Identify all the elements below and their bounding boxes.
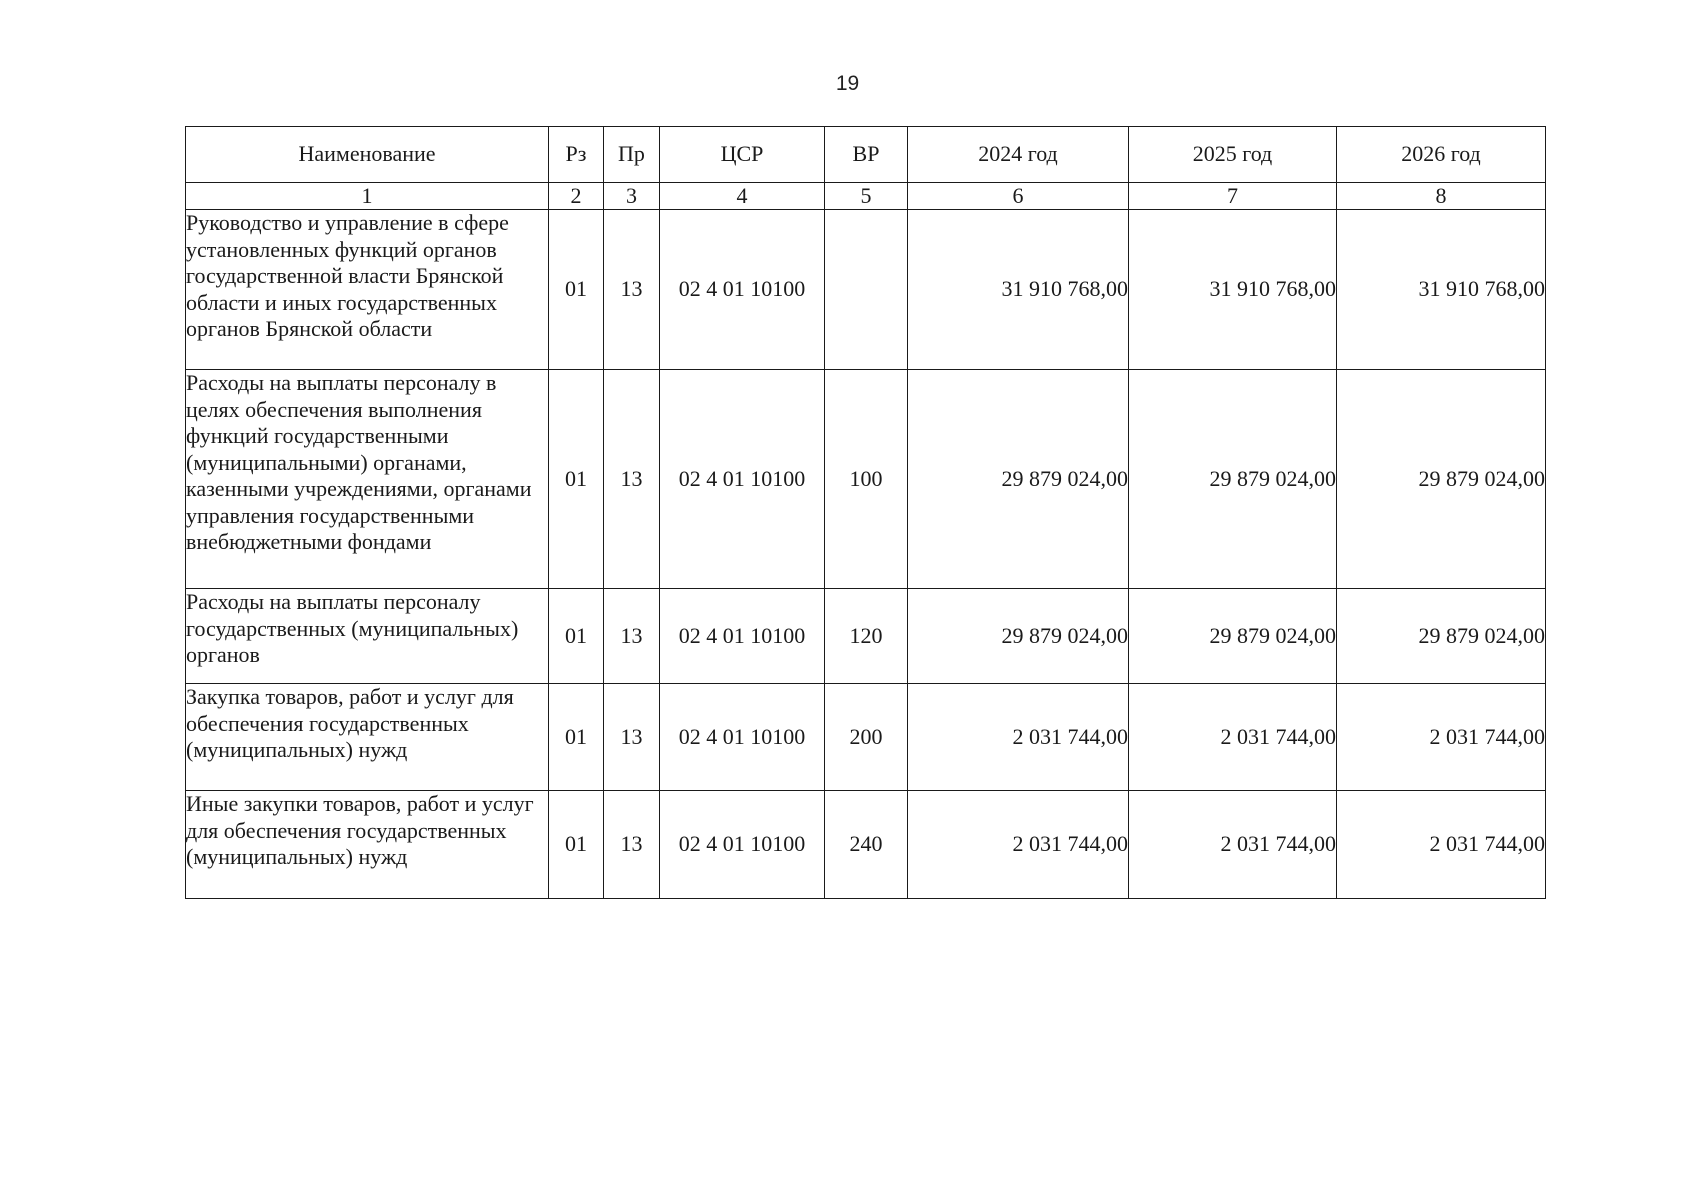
row-name: Расходы на выплаты персоналу в целях обеспечения выполнения функций государственными (муниципальными) органами, казенными учреждениями, органами управления государственными внебюджетными фондами [186, 370, 549, 589]
header-rz: Рз [549, 127, 604, 183]
column-number: 6 [908, 183, 1129, 210]
row-name: Иные закупки товаров, работ и услуг для обеспечения государственных (муниципальных) нужд [186, 791, 549, 899]
column-number-row [186, 183, 1546, 210]
column-number: 8 [1337, 183, 1546, 210]
header-2025: 2025 год [1129, 127, 1337, 183]
row-csr: 02 4 01 10100 [660, 791, 825, 899]
row-rz: 01 [549, 589, 604, 684]
row-amount-2026: 2 031 744,00 [1337, 684, 1546, 791]
header-row [186, 127, 1546, 183]
column-number: 3 [604, 183, 660, 210]
table-row [186, 589, 1546, 684]
row-amount-2026: 29 879 024,00 [1337, 370, 1546, 589]
column-number: 7 [1129, 183, 1337, 210]
table-row [186, 791, 1546, 899]
budget-table [185, 126, 1546, 899]
row-vr [825, 210, 908, 370]
row-rz: 01 [549, 210, 604, 370]
row-csr: 02 4 01 10100 [660, 589, 825, 684]
column-number: 2 [549, 183, 604, 210]
row-pr: 13 [604, 589, 660, 684]
header-vr: ВР [825, 127, 908, 183]
row-amount-2026: 31 910 768,00 [1337, 210, 1546, 370]
row-amount-2026: 29 879 024,00 [1337, 589, 1546, 684]
column-number: 5 [825, 183, 908, 210]
page-number: 19 [835, 72, 860, 95]
header-name: Наименование [186, 127, 549, 183]
header-pr: Пр [604, 127, 660, 183]
row-vr: 100 [825, 370, 908, 589]
header-csr: ЦСР [660, 127, 825, 183]
row-amount-2025: 2 031 744,00 [1129, 791, 1337, 899]
row-amount-2024: 2 031 744,00 [908, 791, 1129, 899]
row-amount-2024: 29 879 024,00 [908, 589, 1129, 684]
row-rz: 01 [549, 791, 604, 899]
table-row [186, 210, 1546, 370]
column-number: 1 [186, 183, 549, 210]
row-pr: 13 [604, 791, 660, 899]
table-row [186, 684, 1546, 791]
row-vr: 120 [825, 589, 908, 684]
row-rz: 01 [549, 684, 604, 791]
header-2024: 2024 год [908, 127, 1129, 183]
row-csr: 02 4 01 10100 [660, 684, 825, 791]
row-vr: 200 [825, 684, 908, 791]
row-rz: 01 [549, 370, 604, 589]
row-name: Закупка товаров, работ и услуг для обеспечения государственных (муниципальных) нужд [186, 684, 549, 791]
row-amount-2026: 2 031 744,00 [1337, 791, 1546, 899]
row-pr: 13 [604, 684, 660, 791]
row-amount-2024: 31 910 768,00 [908, 210, 1129, 370]
row-amount-2025: 31 910 768,00 [1129, 210, 1337, 370]
row-csr: 02 4 01 10100 [660, 370, 825, 589]
row-pr: 13 [604, 210, 660, 370]
row-amount-2025: 29 879 024,00 [1129, 589, 1337, 684]
row-pr: 13 [604, 370, 660, 589]
row-csr: 02 4 01 10100 [660, 210, 825, 370]
row-vr: 240 [825, 791, 908, 899]
row-amount-2025: 2 031 744,00 [1129, 684, 1337, 791]
column-number: 4 [660, 183, 825, 210]
row-amount-2025: 29 879 024,00 [1129, 370, 1337, 589]
row-amount-2024: 29 879 024,00 [908, 370, 1129, 589]
header-2026: 2026 год [1337, 127, 1546, 183]
row-amount-2024: 2 031 744,00 [908, 684, 1129, 791]
table-row [186, 370, 1546, 589]
row-name: Расходы на выплаты персоналу государственных (муниципальных) органов [186, 589, 549, 684]
row-name: Руководство и управление в сфере установленных функций органов государственной власти Брянской области и иных государственных органов Брянской области [186, 210, 549, 370]
